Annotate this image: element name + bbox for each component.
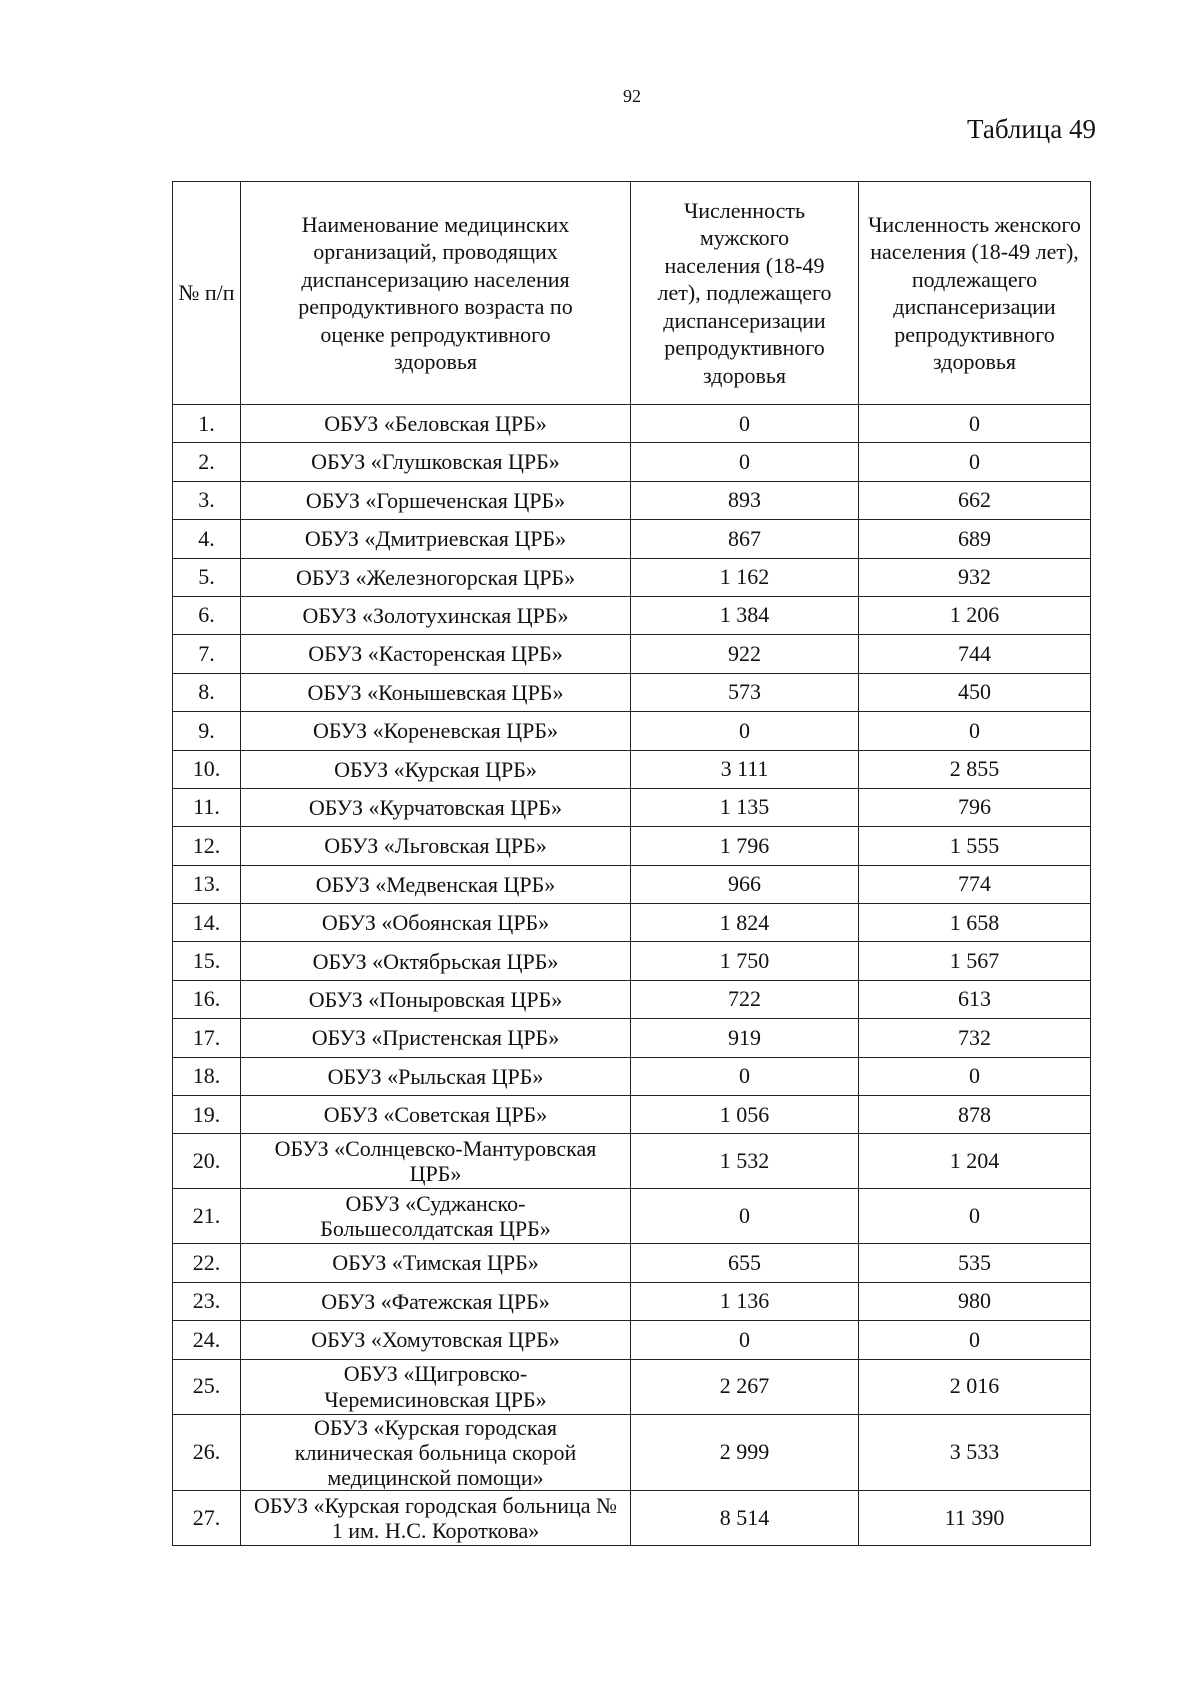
male-count: 573 bbox=[631, 673, 859, 711]
female-count: 613 bbox=[859, 980, 1091, 1018]
male-count: 919 bbox=[631, 1019, 859, 1057]
header-female-population: Численность женского населения (18-49 лет), подлежащего диспансеризации репродуктивного здоровья bbox=[859, 182, 1091, 405]
organization-name: ОБУЗ «Солнцевско-Мантуровская ЦРБ» bbox=[241, 1134, 631, 1189]
male-count: 966 bbox=[631, 865, 859, 903]
male-count: 3 111 bbox=[631, 750, 859, 788]
row-number: 15. bbox=[173, 942, 241, 980]
male-count: 0 bbox=[631, 712, 859, 750]
organization-name: ОБУЗ «Пристенская ЦРБ» bbox=[241, 1019, 631, 1057]
male-count: 1 750 bbox=[631, 942, 859, 980]
table-row bbox=[173, 481, 1091, 519]
male-count: 1 532 bbox=[631, 1134, 859, 1189]
organization-name: ОБУЗ «Суджанско-Большесолдатская ЦРБ» bbox=[241, 1189, 631, 1244]
table-row bbox=[173, 673, 1091, 711]
table-body bbox=[173, 405, 1091, 1546]
male-count: 0 bbox=[631, 443, 859, 481]
table-row bbox=[173, 635, 1091, 673]
table-row bbox=[173, 980, 1091, 1018]
page-number: 92 bbox=[623, 86, 641, 106]
row-number: 6. bbox=[173, 596, 241, 634]
organization-name: ОБУЗ «Курская городская клиническая больница скорой медицинской помощи» bbox=[241, 1414, 631, 1491]
female-count: 3 533 bbox=[859, 1414, 1091, 1491]
data-table bbox=[172, 181, 1091, 1546]
table-row bbox=[173, 558, 1091, 596]
row-number: 20. bbox=[173, 1134, 241, 1189]
female-count: 2 016 bbox=[859, 1359, 1091, 1414]
male-count: 0 bbox=[631, 1321, 859, 1359]
organization-name: ОБУЗ «Курчатовская ЦРБ» bbox=[241, 788, 631, 826]
header-male-population: Численность мужского населения (18-49 лет), подлежащего диспансеризации репродуктивного здоровья bbox=[631, 182, 859, 405]
row-number: 11. bbox=[173, 788, 241, 826]
female-count: 774 bbox=[859, 865, 1091, 903]
organization-name: ОБУЗ «Медвенская ЦРБ» bbox=[241, 865, 631, 903]
female-count: 1 204 bbox=[859, 1134, 1091, 1189]
organization-name: ОБУЗ «Кореневская ЦРБ» bbox=[241, 712, 631, 750]
female-count: 732 bbox=[859, 1019, 1091, 1057]
table-row bbox=[173, 520, 1091, 558]
female-count: 450 bbox=[859, 673, 1091, 711]
organization-name: ОБУЗ «Курская ЦРБ» bbox=[241, 750, 631, 788]
table-row bbox=[173, 443, 1091, 481]
table-row bbox=[173, 1244, 1091, 1282]
organization-name: ОБУЗ «Тимская ЦРБ» bbox=[241, 1244, 631, 1282]
male-count: 922 bbox=[631, 635, 859, 673]
male-count: 1 135 bbox=[631, 788, 859, 826]
male-count: 722 bbox=[631, 980, 859, 1018]
row-number: 18. bbox=[173, 1057, 241, 1095]
row-number: 10. bbox=[173, 750, 241, 788]
male-count: 0 bbox=[631, 1189, 859, 1244]
female-count: 0 bbox=[859, 443, 1091, 481]
row-number: 7. bbox=[173, 635, 241, 673]
female-count: 1 206 bbox=[859, 596, 1091, 634]
male-count: 1 796 bbox=[631, 827, 859, 865]
table-row bbox=[173, 865, 1091, 903]
female-count: 980 bbox=[859, 1282, 1091, 1320]
male-count: 893 bbox=[631, 481, 859, 519]
organization-name: ОБУЗ «Обоянская ЦРБ» bbox=[241, 904, 631, 942]
female-count: 0 bbox=[859, 712, 1091, 750]
organization-name: ОБУЗ «Железногорская ЦРБ» bbox=[241, 558, 631, 596]
table-row bbox=[173, 1096, 1091, 1134]
female-count: 535 bbox=[859, 1244, 1091, 1282]
organization-name: ОБУЗ «Поныровская ЦРБ» bbox=[241, 980, 631, 1018]
row-number: 19. bbox=[173, 1096, 241, 1134]
male-count: 0 bbox=[631, 1057, 859, 1095]
table-row bbox=[173, 904, 1091, 942]
male-count: 867 bbox=[631, 520, 859, 558]
male-count: 1 162 bbox=[631, 558, 859, 596]
row-number: 23. bbox=[173, 1282, 241, 1320]
organization-name: ОБУЗ «Беловская ЦРБ» bbox=[241, 405, 631, 443]
table-row bbox=[173, 788, 1091, 826]
row-number: 25. bbox=[173, 1359, 241, 1414]
female-count: 2 855 bbox=[859, 750, 1091, 788]
organization-name: ОБУЗ «Октябрьская ЦРБ» bbox=[241, 942, 631, 980]
table-row bbox=[173, 1359, 1091, 1414]
female-count: 0 bbox=[859, 405, 1091, 443]
female-count: 0 bbox=[859, 1189, 1091, 1244]
table-row bbox=[173, 405, 1091, 443]
organization-name: ОБУЗ «Касторенская ЦРБ» bbox=[241, 635, 631, 673]
male-count: 2 999 bbox=[631, 1414, 859, 1491]
female-count: 1 567 bbox=[859, 942, 1091, 980]
female-count: 11 390 bbox=[859, 1491, 1091, 1546]
female-count: 1 658 bbox=[859, 904, 1091, 942]
row-number: 17. bbox=[173, 1019, 241, 1057]
header-organization-name: Наименование медицинских организаций, проводящих диспансеризацию населения репродуктивного возраста по оценке репродуктивного здоровья bbox=[241, 182, 631, 405]
row-number: 24. bbox=[173, 1321, 241, 1359]
table-row bbox=[173, 1134, 1091, 1189]
table-row bbox=[173, 1321, 1091, 1359]
organization-name: ОБУЗ «Фатежская ЦРБ» bbox=[241, 1282, 631, 1320]
row-number: 8. bbox=[173, 673, 241, 711]
male-count: 1 056 bbox=[631, 1096, 859, 1134]
organization-name: ОБУЗ «Хомутовская ЦРБ» bbox=[241, 1321, 631, 1359]
male-count: 1 384 bbox=[631, 596, 859, 634]
row-number: 3. bbox=[173, 481, 241, 519]
header-number: № п/п bbox=[173, 182, 241, 405]
female-count: 0 bbox=[859, 1057, 1091, 1095]
row-number: 4. bbox=[173, 520, 241, 558]
table-row bbox=[173, 596, 1091, 634]
table-row bbox=[173, 1491, 1091, 1546]
female-count: 662 bbox=[859, 481, 1091, 519]
organization-name: ОБУЗ «Горшеченская ЦРБ» bbox=[241, 481, 631, 519]
row-number: 27. bbox=[173, 1491, 241, 1546]
male-count: 2 267 bbox=[631, 1359, 859, 1414]
female-count: 1 555 bbox=[859, 827, 1091, 865]
female-count: 796 bbox=[859, 788, 1091, 826]
organization-name: ОБУЗ «Золотухинская ЦРБ» bbox=[241, 596, 631, 634]
table-row bbox=[173, 1282, 1091, 1320]
male-count: 8 514 bbox=[631, 1491, 859, 1546]
row-number: 26. bbox=[173, 1414, 241, 1491]
row-number: 22. bbox=[173, 1244, 241, 1282]
row-number: 2. bbox=[173, 443, 241, 481]
female-count: 932 bbox=[859, 558, 1091, 596]
table-caption: Таблица 49 bbox=[967, 114, 1096, 144]
male-count: 1 824 bbox=[631, 904, 859, 942]
table-row bbox=[173, 1189, 1091, 1244]
organization-name: ОБУЗ «Конышевская ЦРБ» bbox=[241, 673, 631, 711]
row-number: 21. bbox=[173, 1189, 241, 1244]
organization-name: ОБУЗ «Советская ЦРБ» bbox=[241, 1096, 631, 1134]
table-row bbox=[173, 1057, 1091, 1095]
female-count: 744 bbox=[859, 635, 1091, 673]
row-number: 1. bbox=[173, 405, 241, 443]
table-row bbox=[173, 1019, 1091, 1057]
organization-name: ОБУЗ «Щигровско-Черемисиновская ЦРБ» bbox=[241, 1359, 631, 1414]
female-count: 0 bbox=[859, 1321, 1091, 1359]
table-row bbox=[173, 827, 1091, 865]
row-number: 5. bbox=[173, 558, 241, 596]
table-row bbox=[173, 750, 1091, 788]
table-row bbox=[173, 712, 1091, 750]
organization-name: ОБУЗ «Льговская ЦРБ» bbox=[241, 827, 631, 865]
female-count: 878 bbox=[859, 1096, 1091, 1134]
table-row bbox=[173, 942, 1091, 980]
row-number: 9. bbox=[173, 712, 241, 750]
male-count: 655 bbox=[631, 1244, 859, 1282]
row-number: 16. bbox=[173, 980, 241, 1018]
row-number: 13. bbox=[173, 865, 241, 903]
organization-name: ОБУЗ «Дмитриевская ЦРБ» bbox=[241, 520, 631, 558]
male-count: 1 136 bbox=[631, 1282, 859, 1320]
organization-name: ОБУЗ «Глушковская ЦРБ» bbox=[241, 443, 631, 481]
row-number: 14. bbox=[173, 904, 241, 942]
table-row bbox=[173, 1414, 1091, 1491]
male-count: 0 bbox=[631, 405, 859, 443]
row-number: 12. bbox=[173, 827, 241, 865]
organization-name: ОБУЗ «Курская городская больница № 1 им. Н.С. Короткова» bbox=[241, 1491, 631, 1546]
organization-name: ОБУЗ «Рыльская ЦРБ» bbox=[241, 1057, 631, 1095]
female-count: 689 bbox=[859, 520, 1091, 558]
table-header-row bbox=[173, 182, 1091, 405]
